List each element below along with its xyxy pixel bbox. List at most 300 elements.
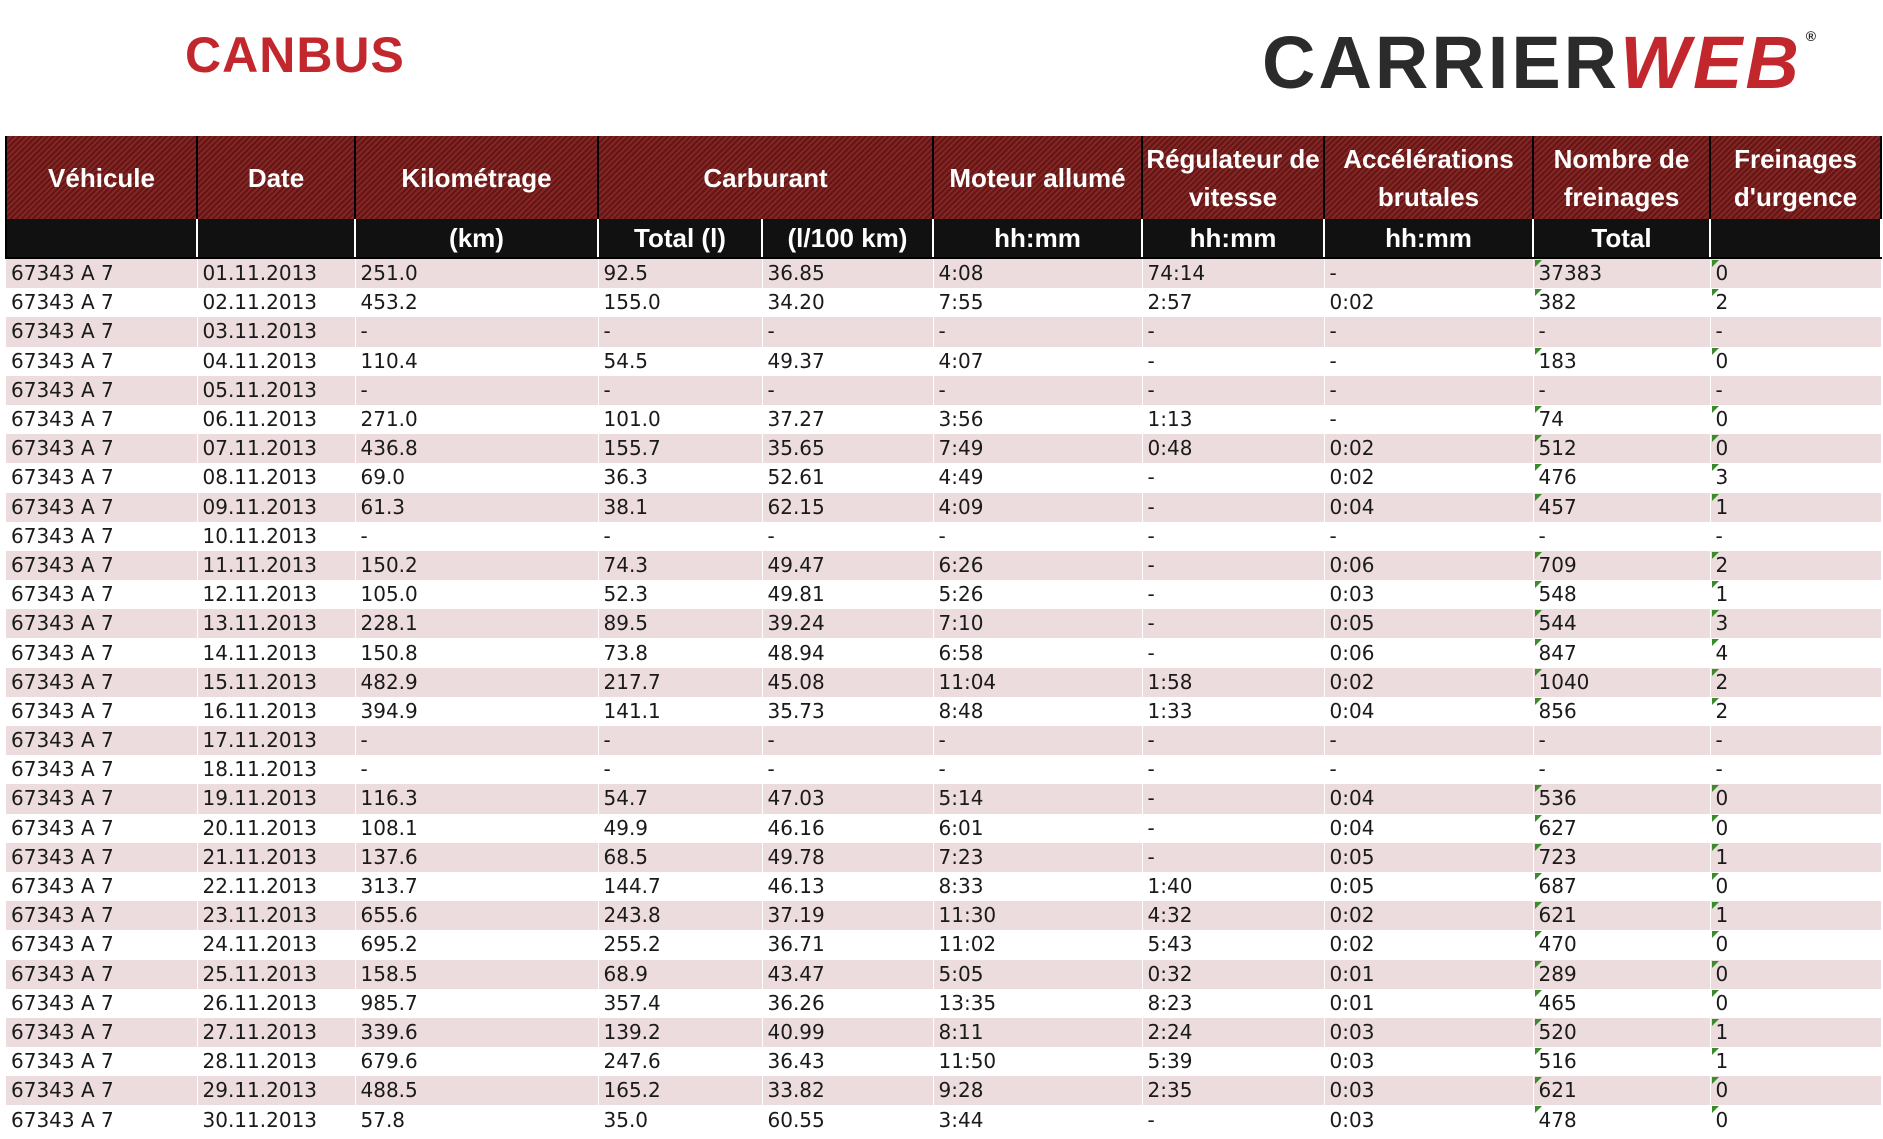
cell-km: 150.2 (355, 551, 598, 580)
table-row (6, 1047, 1881, 1076)
cell-vehicule: 67343 A 7 (6, 1076, 197, 1105)
cell-freinages: 856 (1533, 697, 1710, 726)
cell-regulateur: - (1142, 347, 1324, 376)
cell-moteur: - (933, 317, 1142, 346)
cell-moteur: - (933, 522, 1142, 551)
cell-vehicule: 67343 A 7 (6, 376, 197, 405)
cell-date: 15.11.2013 (197, 668, 355, 697)
cell-regulateur: - (1142, 638, 1324, 667)
cell-freinages: 621 (1533, 1076, 1710, 1105)
cell-regulateur: 2:57 (1142, 288, 1324, 317)
cell-vehicule: 67343 A 7 (6, 843, 197, 872)
cell-accelerations: 0:03 (1324, 1047, 1533, 1076)
cell-fuel-per100: 62.15 (762, 493, 933, 522)
cell-moteur: 8:33 (933, 872, 1142, 901)
cell-date: 13.11.2013 (197, 609, 355, 638)
cell-urgence: 1 (1710, 1018, 1881, 1047)
table-row (6, 463, 1881, 492)
cell-vehicule: 67343 A 7 (6, 1018, 197, 1047)
cell-freinages: 548 (1533, 580, 1710, 609)
cell-fuel-total: 35.0 (598, 1105, 762, 1134)
cell-fuel-per100: - (762, 726, 933, 755)
cell-freinages: 536 (1533, 784, 1710, 813)
cell-urgence: - (1710, 376, 1881, 405)
col-header-date: Date (197, 136, 355, 219)
cell-fuel-per100: 36.71 (762, 930, 933, 959)
cell-fuel-total: - (598, 755, 762, 784)
unit-km: (km) (355, 219, 598, 258)
cell-vehicule: 67343 A 7 (6, 668, 197, 697)
cell-fuel-per100: 46.13 (762, 872, 933, 901)
cell-freinages: 457 (1533, 493, 1710, 522)
cell-km: 150.8 (355, 638, 598, 667)
col-header-carburant: Carburant (598, 136, 933, 219)
cell-km: 695.2 (355, 930, 598, 959)
table-row (6, 551, 1881, 580)
cell-fuel-per100: - (762, 522, 933, 551)
table-row (6, 668, 1881, 697)
cell-fuel-total: 68.5 (598, 843, 762, 872)
cell-accelerations: 0:06 (1324, 551, 1533, 580)
cell-accelerations: 0:04 (1324, 814, 1533, 843)
cell-km: - (355, 376, 598, 405)
cell-regulateur: 4:32 (1142, 901, 1324, 930)
col-header-moteur: Moteur allumé (933, 136, 1142, 219)
cell-urgence: - (1710, 755, 1881, 784)
cell-regulateur: 8:23 (1142, 989, 1324, 1018)
cell-fuel-total: 255.2 (598, 930, 762, 959)
cell-vehicule: 67343 A 7 (6, 638, 197, 667)
cell-moteur: 9:28 (933, 1076, 1142, 1105)
cell-accelerations: 0:03 (1324, 1105, 1533, 1134)
cell-regulateur: - (1142, 1105, 1324, 1134)
cell-accelerations: 0:04 (1324, 697, 1533, 726)
cell-fuel-per100: 34.20 (762, 288, 933, 317)
cell-regulateur: 1:33 (1142, 697, 1324, 726)
cell-regulateur: - (1142, 784, 1324, 813)
cell-date: 04.11.2013 (197, 347, 355, 376)
cell-accelerations: 0:03 (1324, 1018, 1533, 1047)
cell-fuel-total: 144.7 (598, 872, 762, 901)
cell-vehicule: 67343 A 7 (6, 609, 197, 638)
cell-fuel-total: - (598, 317, 762, 346)
unit-urgence (1710, 219, 1881, 258)
cell-freinages: - (1533, 755, 1710, 784)
cell-fuel-total: 49.9 (598, 814, 762, 843)
col-header-accelerations (1324, 136, 1533, 219)
table-row (6, 1076, 1881, 1105)
cell-moteur: 5:14 (933, 784, 1142, 813)
registered-mark: ® (1805, 28, 1820, 44)
cell-moteur: 4:49 (933, 463, 1142, 492)
cell-urgence: 1 (1710, 493, 1881, 522)
cell-vehicule: 67343 A 7 (6, 347, 197, 376)
cell-accelerations: - (1324, 726, 1533, 755)
cell-freinages: 512 (1533, 434, 1710, 463)
cell-vehicule: 67343 A 7 (6, 930, 197, 959)
cell-date: 02.11.2013 (197, 288, 355, 317)
cell-urgence: 4 (1710, 638, 1881, 667)
cell-date: 28.11.2013 (197, 1047, 355, 1076)
cell-regulateur: 5:39 (1142, 1047, 1324, 1076)
cell-km: 679.6 (355, 1047, 598, 1076)
cell-freinages: - (1533, 317, 1710, 346)
cell-accelerations: - (1324, 347, 1533, 376)
cell-urgence: 0 (1710, 960, 1881, 989)
cell-moteur: 8:11 (933, 1018, 1142, 1047)
cell-km: 61.3 (355, 493, 598, 522)
cell-fuel-per100: 36.43 (762, 1047, 933, 1076)
cell-fuel-per100: 40.99 (762, 1018, 933, 1047)
cell-freinages: 847 (1533, 638, 1710, 667)
cell-fuel-per100: 48.94 (762, 638, 933, 667)
cell-vehicule: 67343 A 7 (6, 434, 197, 463)
cell-regulateur: - (1142, 755, 1324, 784)
cell-km: 339.6 (355, 1018, 598, 1047)
cell-moteur: 3:44 (933, 1105, 1142, 1134)
unit-accelerations: hh:mm (1324, 219, 1533, 258)
unit-moteur: hh:mm (933, 219, 1142, 258)
cell-accelerations: 0:02 (1324, 434, 1533, 463)
cell-fuel-per100: 36.85 (762, 258, 933, 288)
cell-urgence: 0 (1710, 930, 1881, 959)
cell-freinages: - (1533, 726, 1710, 755)
cell-km: 228.1 (355, 609, 598, 638)
cell-date: 07.11.2013 (197, 434, 355, 463)
cell-urgence: 2 (1710, 288, 1881, 317)
unit-date (197, 219, 355, 258)
cell-vehicule: 67343 A 7 (6, 258, 197, 288)
table-row (6, 580, 1881, 609)
table-body (6, 258, 1881, 1135)
cell-moteur: 7:55 (933, 288, 1142, 317)
cell-vehicule: 67343 A 7 (6, 784, 197, 813)
cell-regulateur: - (1142, 551, 1324, 580)
header-row-units (6, 219, 1881, 258)
cell-fuel-total: 36.3 (598, 463, 762, 492)
cell-km: - (355, 317, 598, 346)
cell-moteur: 3:56 (933, 405, 1142, 434)
table-row (6, 288, 1881, 317)
cell-fuel-total: 68.9 (598, 960, 762, 989)
cell-fuel-total: - (598, 376, 762, 405)
cell-fuel-per100: 52.61 (762, 463, 933, 492)
cell-fuel-per100: 36.26 (762, 989, 933, 1018)
table-row (6, 347, 1881, 376)
cell-vehicule: 67343 A 7 (6, 551, 197, 580)
col-header-regulateur-line1: Régulateur de (1146, 143, 1320, 174)
table-row (6, 755, 1881, 784)
cell-urgence: 1 (1710, 901, 1881, 930)
cell-regulateur: 1:40 (1142, 872, 1324, 901)
cell-fuel-total: 357.4 (598, 989, 762, 1018)
cell-moteur: 11:02 (933, 930, 1142, 959)
cell-km: - (355, 726, 598, 755)
cell-freinages: 687 (1533, 872, 1710, 901)
table-row (6, 726, 1881, 755)
cell-urgence: 0 (1710, 405, 1881, 434)
cell-date: 08.11.2013 (197, 463, 355, 492)
cell-moteur: 11:50 (933, 1047, 1142, 1076)
cell-date: 19.11.2013 (197, 784, 355, 813)
cell-regulateur: 0:32 (1142, 960, 1324, 989)
cell-accelerations: 0:04 (1324, 493, 1533, 522)
cell-fuel-total: - (598, 522, 762, 551)
cell-vehicule: 67343 A 7 (6, 405, 197, 434)
unit-fuel-total: Total (l) (598, 219, 762, 258)
cell-accelerations: - (1324, 317, 1533, 346)
table-row (6, 930, 1881, 959)
cell-km: 110.4 (355, 347, 598, 376)
cell-date: 14.11.2013 (197, 638, 355, 667)
cell-regulateur: 5:43 (1142, 930, 1324, 959)
cell-fuel-per100: 60.55 (762, 1105, 933, 1134)
cell-vehicule: 67343 A 7 (6, 989, 197, 1018)
cell-moteur: - (933, 376, 1142, 405)
cell-moteur: 6:01 (933, 814, 1142, 843)
cell-km: 394.9 (355, 697, 598, 726)
col-header-freinages-line1: Nombre de (1553, 143, 1690, 174)
cell-date: 24.11.2013 (197, 930, 355, 959)
cell-accelerations: 0:05 (1324, 872, 1533, 901)
cell-accelerations: 0:02 (1324, 463, 1533, 492)
cell-date: 10.11.2013 (197, 522, 355, 551)
unit-vehicule (6, 219, 197, 258)
cell-moteur: 11:04 (933, 668, 1142, 697)
cell-urgence: 1 (1710, 1047, 1881, 1076)
cell-fuel-total: 141.1 (598, 697, 762, 726)
cell-vehicule: 67343 A 7 (6, 580, 197, 609)
cell-vehicule: 67343 A 7 (6, 726, 197, 755)
cell-accelerations: 0:02 (1324, 930, 1533, 959)
cell-urgence: 0 (1710, 1076, 1881, 1105)
cell-fuel-total: - (598, 726, 762, 755)
cell-fuel-per100: 45.08 (762, 668, 933, 697)
cell-fuel-per100: - (762, 317, 933, 346)
cell-date: 21.11.2013 (197, 843, 355, 872)
cell-fuel-per100: 46.16 (762, 814, 933, 843)
cell-km: 158.5 (355, 960, 598, 989)
col-header-accelerations-line1: Accélérations (1343, 143, 1514, 174)
cell-urgence: 0 (1710, 872, 1881, 901)
cell-fuel-per100: 43.47 (762, 960, 933, 989)
cell-freinages: - (1533, 376, 1710, 405)
cell-vehicule: 67343 A 7 (6, 872, 197, 901)
cell-regulateur: 2:35 (1142, 1076, 1324, 1105)
cell-urgence: 0 (1710, 1105, 1881, 1134)
cell-regulateur: 2:24 (1142, 1018, 1324, 1047)
cell-date: 12.11.2013 (197, 580, 355, 609)
cell-vehicule: 67343 A 7 (6, 493, 197, 522)
cell-freinages: 470 (1533, 930, 1710, 959)
cell-km: 271.0 (355, 405, 598, 434)
cell-km: 137.6 (355, 843, 598, 872)
cell-accelerations: 0:02 (1324, 288, 1533, 317)
cell-urgence: 0 (1710, 989, 1881, 1018)
table-row (6, 638, 1881, 667)
cell-fuel-per100: 49.78 (762, 843, 933, 872)
cell-moteur: 5:05 (933, 960, 1142, 989)
cell-accelerations: 0:05 (1324, 609, 1533, 638)
table-row (6, 258, 1881, 288)
cell-accelerations: 0:01 (1324, 989, 1533, 1018)
cell-date: 25.11.2013 (197, 960, 355, 989)
table-row (6, 434, 1881, 463)
cell-freinages: 621 (1533, 901, 1710, 930)
cell-urgence: 0 (1710, 347, 1881, 376)
cell-km: 69.0 (355, 463, 598, 492)
cell-km: 436.8 (355, 434, 598, 463)
cell-regulateur: - (1142, 609, 1324, 638)
cell-fuel-total: 54.5 (598, 347, 762, 376)
cell-urgence: 1 (1710, 580, 1881, 609)
cell-urgence: - (1710, 726, 1881, 755)
logo-part-2: WEB (1620, 21, 1802, 104)
col-header-freinages (1533, 136, 1710, 219)
cell-moteur: 4:07 (933, 347, 1142, 376)
cell-regulateur: - (1142, 463, 1324, 492)
col-header-regulateur-line2: vitesse (1188, 181, 1278, 212)
header-row-top (6, 136, 1881, 219)
cell-fuel-per100: 33.82 (762, 1076, 933, 1105)
logo-part-1: CARRIER (1262, 21, 1621, 104)
cell-regulateur: - (1142, 376, 1324, 405)
cell-fuel-total: 73.8 (598, 638, 762, 667)
cell-freinages: 183 (1533, 347, 1710, 376)
cell-fuel-total: 38.1 (598, 493, 762, 522)
cell-freinages: 627 (1533, 814, 1710, 843)
cell-freinages: 382 (1533, 288, 1710, 317)
table-row (6, 697, 1881, 726)
cell-urgence: 1 (1710, 843, 1881, 872)
cell-moteur: - (933, 755, 1142, 784)
cell-urgence: 0 (1710, 814, 1881, 843)
cell-regulateur: - (1142, 580, 1324, 609)
cell-accelerations: 0:03 (1324, 580, 1533, 609)
cell-fuel-per100: 47.03 (762, 784, 933, 813)
cell-regulateur: - (1142, 317, 1324, 346)
cell-date: 01.11.2013 (197, 258, 355, 288)
table-row (6, 1018, 1881, 1047)
cell-vehicule: 67343 A 7 (6, 1105, 197, 1134)
cell-moteur: 7:49 (933, 434, 1142, 463)
cell-regulateur: - (1142, 814, 1324, 843)
cell-vehicule: 67343 A 7 (6, 960, 197, 989)
cell-moteur: 7:23 (933, 843, 1142, 872)
cell-fuel-per100: 49.47 (762, 551, 933, 580)
cell-accelerations: 0:04 (1324, 784, 1533, 813)
table-row (6, 1105, 1881, 1134)
cell-fuel-per100: 37.19 (762, 901, 933, 930)
col-header-urgence (1710, 136, 1881, 219)
canbus-report-table (5, 136, 1882, 1135)
cell-km: - (355, 755, 598, 784)
cell-fuel-per100: 49.37 (762, 347, 933, 376)
table-row (6, 843, 1881, 872)
cell-km: 453.2 (355, 288, 598, 317)
cell-accelerations: 0:02 (1324, 901, 1533, 930)
table-row (6, 376, 1881, 405)
cell-km: 105.0 (355, 580, 598, 609)
cell-regulateur: 74:14 (1142, 258, 1324, 288)
col-header-regulateur (1142, 136, 1324, 219)
cell-fuel-total: 155.7 (598, 434, 762, 463)
col-header-kilometrage: Kilométrage (355, 136, 598, 219)
cell-moteur: 6:58 (933, 638, 1142, 667)
cell-km: 57.8 (355, 1105, 598, 1134)
table-row (6, 960, 1881, 989)
cell-date: 03.11.2013 (197, 317, 355, 346)
cell-fuel-total: 101.0 (598, 405, 762, 434)
cell-date: 09.11.2013 (197, 493, 355, 522)
cell-fuel-total: 92.5 (598, 258, 762, 288)
cell-km: 108.1 (355, 814, 598, 843)
cell-accelerations: 0:03 (1324, 1076, 1533, 1105)
cell-urgence: 0 (1710, 258, 1881, 288)
table-row (6, 522, 1881, 551)
cell-km: 488.5 (355, 1076, 598, 1105)
cell-fuel-total: 89.5 (598, 609, 762, 638)
cell-fuel-total: 217.7 (598, 668, 762, 697)
cell-fuel-per100: 49.81 (762, 580, 933, 609)
cell-moteur: 5:26 (933, 580, 1142, 609)
cell-km: 116.3 (355, 784, 598, 813)
col-header-vehicule: Véhicule (6, 136, 197, 219)
cell-fuel-total: 54.7 (598, 784, 762, 813)
cell-freinages: 289 (1533, 960, 1710, 989)
cell-urgence: - (1710, 522, 1881, 551)
cell-accelerations: - (1324, 376, 1533, 405)
cell-freinages: 476 (1533, 463, 1710, 492)
table-row (6, 901, 1881, 930)
cell-fuel-total: 243.8 (598, 901, 762, 930)
cell-date: 17.11.2013 (197, 726, 355, 755)
cell-freinages: 723 (1533, 843, 1710, 872)
cell-urgence: 2 (1710, 697, 1881, 726)
cell-fuel-per100: 37.27 (762, 405, 933, 434)
col-header-urgence-line1: Freinages (1734, 143, 1857, 174)
cell-moteur: 13:35 (933, 989, 1142, 1018)
cell-vehicule: 67343 A 7 (6, 463, 197, 492)
cell-freinages: 74 (1533, 405, 1710, 434)
cell-date: 06.11.2013 (197, 405, 355, 434)
cell-regulateur: 1:58 (1142, 668, 1324, 697)
cell-freinages: - (1533, 522, 1710, 551)
cell-urgence: 2 (1710, 668, 1881, 697)
cell-fuel-total: 139.2 (598, 1018, 762, 1047)
table-row (6, 989, 1881, 1018)
cell-km: 482.9 (355, 668, 598, 697)
cell-vehicule: 67343 A 7 (6, 288, 197, 317)
cell-moteur: 11:30 (933, 901, 1142, 930)
cell-fuel-per100: 35.73 (762, 697, 933, 726)
cell-date: 23.11.2013 (197, 901, 355, 930)
cell-km: 313.7 (355, 872, 598, 901)
cell-vehicule: 67343 A 7 (6, 522, 197, 551)
cell-fuel-total: 52.3 (598, 580, 762, 609)
cell-regulateur: - (1142, 843, 1324, 872)
cell-accelerations: - (1324, 405, 1533, 434)
cell-date: 22.11.2013 (197, 872, 355, 901)
cell-regulateur: - (1142, 522, 1324, 551)
table-row (6, 609, 1881, 638)
cell-regulateur: - (1142, 726, 1324, 755)
cell-moteur: 6:26 (933, 551, 1142, 580)
carrierweb-logo (1262, 20, 1820, 105)
table-row (6, 814, 1881, 843)
report-title: CANBUS (185, 27, 405, 83)
cell-km: 251.0 (355, 258, 598, 288)
